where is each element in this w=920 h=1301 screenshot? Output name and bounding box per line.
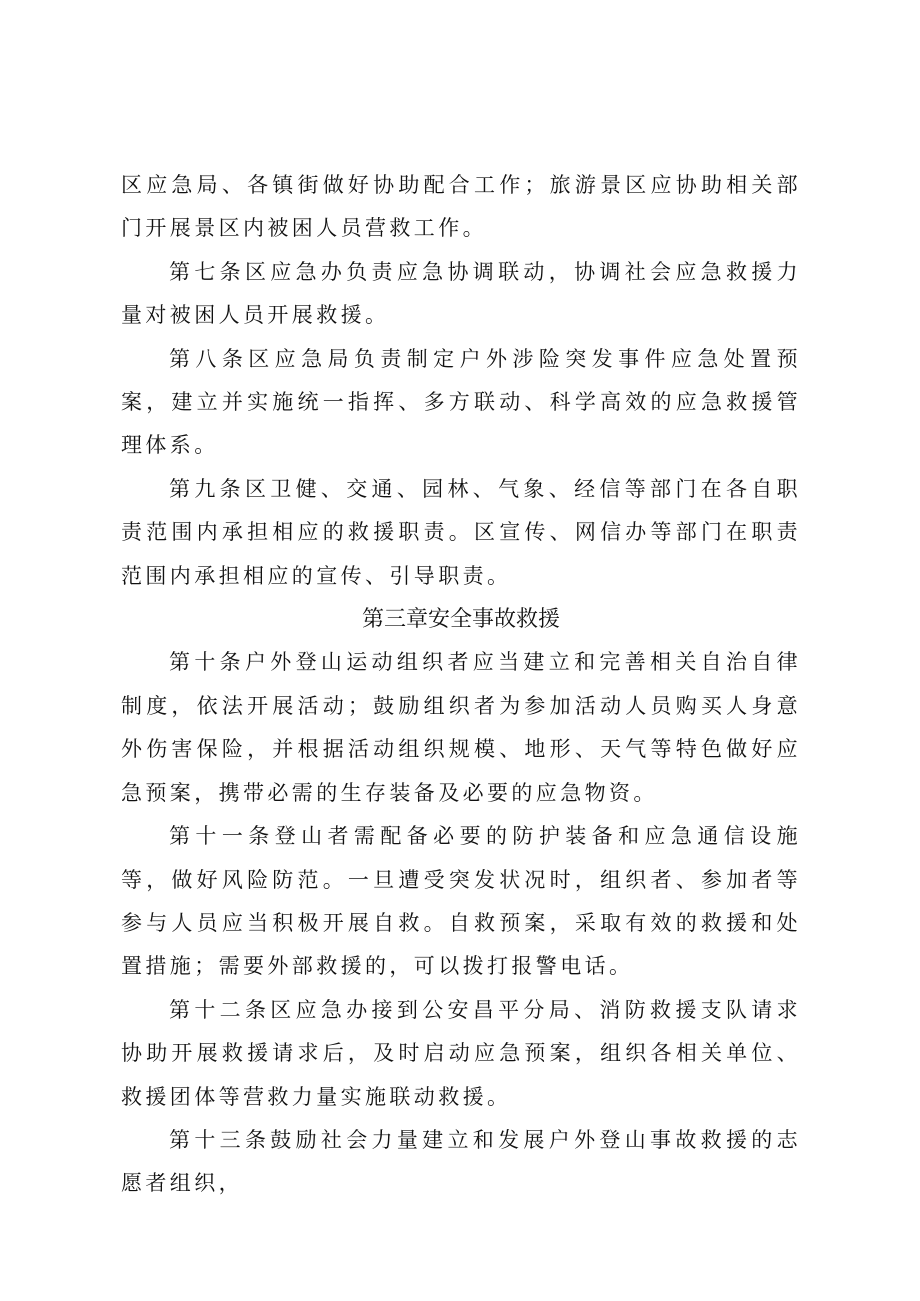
paragraph-article-10: 第十条户外登山运动组织者应当建立和完善相关自治自律制度，依法开展活动；鼓励组织者为参加活动人员购买人身意外伤害保险，并根据活动组织规模、地形、天气等特色做好应急预案，携带必需的生存装备及必要的应急物资。 <box>121 650 801 805</box>
paragraph-article-8: 第八条区应急局负责制定户外涉险突发事件应急处置预案，建立并实施统一指挥、多方联动、科学高效的应急救援管理体系。 <box>121 346 801 458</box>
paragraph-article-13: 第十三条鼓励社会力量建立和发展户外登山事故救援的志愿者组织， <box>121 1127 801 1196</box>
chapter-heading: 第三章安全事故救援 <box>361 607 560 633</box>
paragraph-article-12: 第十二条区应急办接到公安昌平分局、消防救援支队请求协助开展救援请求后，及时启动应急预案，组织各相关单位、救援团体等营救力量实施联动救援。 <box>121 997 801 1109</box>
paragraph-continuation: 区应急局、各镇街做好协助配合工作；旅游景区应协助相关部门开展景区内被困人员营救工作。 <box>121 173 801 241</box>
paragraph-article-9: 第九条区卫健、交通、园林、气象、经信等部门在各自职责范围内承担相应的救援职责。区宣传、网信办等部门在职责范围内承担相应的宣传、引导职责。 <box>121 476 801 588</box>
paragraph-article-11: 第十一条登山者需配备必要的防护装备和应急通信设施等，做好风险防范。一旦遭受突发状况时，组织者、参加者等参与人员应当积极开展自救。自救预案，采取有效的救援和处置措施；需要外部救援的，可以拨打报警电话。 <box>121 824 801 979</box>
paragraph-article-7: 第七条区应急办负责应急协调联动，协调社会应急救援力量对被困人员开展救援。 <box>121 259 801 328</box>
document-body <box>121 164 801 1206</box>
